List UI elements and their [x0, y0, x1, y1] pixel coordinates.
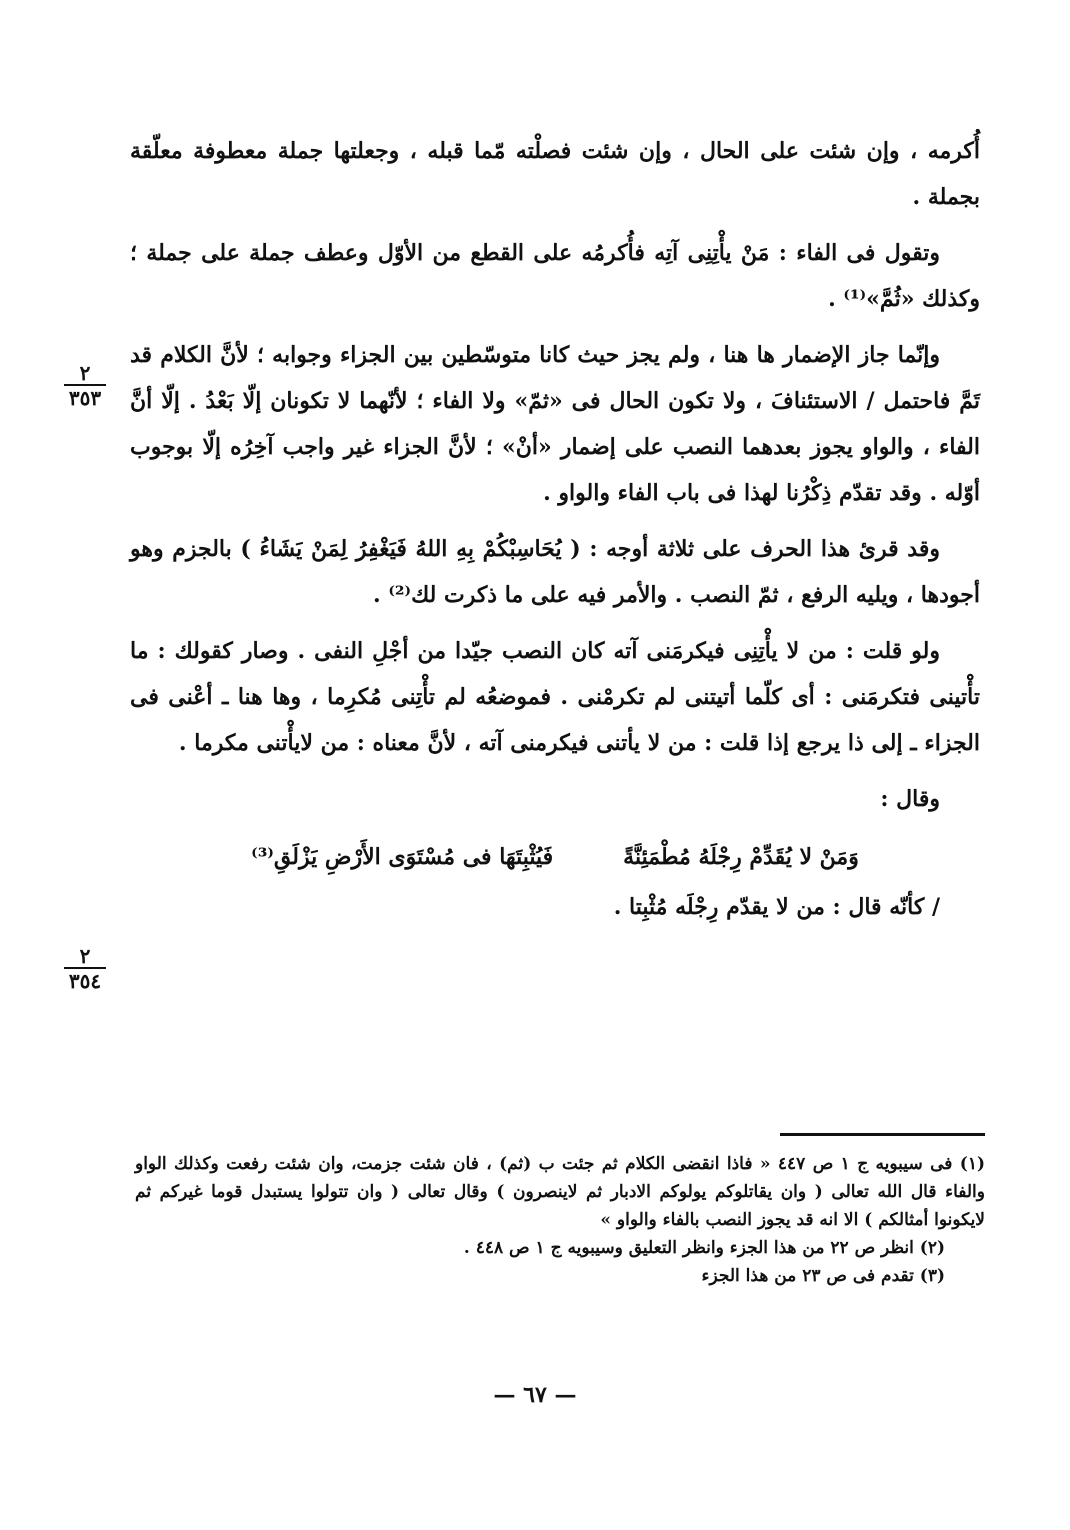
paragraph-5: ولو قلت : من لا يأْتِنِى فيكرمَنى آته كان النصب جيّدا من أجْلِ النفى . وصار كقولك : ما تأْتينى فتكرمَنى : أى كلّما أتيتنى لم تكرمْنى . فموضعُه لم تأْتِنى مُكرِما ، وها هنا ـ أعْنى فى الجزاء ـ إلى ذا يرجع إذا قلت : من لا يأتنى فيكرمنى آته ، لأنَّ معناه : من لايأْتنى مكرما .	[130, 638, 980, 756]
main-text	[130, 128, 980, 930]
verse-intro: وقال :	[880, 786, 940, 812]
paragraph-2: وتقول فى الفاء : مَنْ يأْتِنِى آتِه فأُكرمُه على القطع من الأوّل وعطف جملة على جملة ؛ وكذلك «ثُمَّ»⁽¹⁾ .	[130, 240, 980, 312]
footnote-1: (١) فى سيبويه ج ١ ص ٤٤٧ « فاذا انقضى الكلام ثم جئت ب (ثم) ، فان شئت جزمت، وان شئت رفعت وكذلك الواو والفاء قال الله تعالى ( وان يقاتلوكم يولوكم الادبار ثم لاينصرون ) وقال تعالى ( وان تتولوا يستبدل قوما غيركم ثم لايكونوا أمثالكم ) الا انه قد يجوز النصب بالفاء والواو »	[135, 1154, 985, 1230]
verse-hemistich-1: وَمَنْ لا يُقَدِّمْ رِجْلَهُ مُطْمَئِنَّةً	[623, 844, 859, 870]
footnotes	[135, 1150, 985, 1290]
verse-hemistich-2: فَيُثْبِتَهَا فى مُسْتَوَى الأَرْضِ يَزْلَقِ⁽³⁾	[251, 844, 554, 870]
poetry-verse	[130, 834, 980, 880]
margin-ref-volume: ٢	[64, 362, 106, 386]
footnote-3: (٣) تقدم فى ص ٢٣ من هذا الجزء	[701, 1266, 945, 1286]
footnote-2: (٢) انظر ص ٢٢ من هذا الجزء وانظر التعليق وسيبويه ج ١ ص ٤٤٨ .	[463, 1238, 945, 1258]
margin-reference-353	[50, 362, 120, 410]
margin-reference-354	[50, 945, 120, 993]
margin-ref-volume: ٢	[64, 945, 106, 969]
paragraph-1: أُكرمه ، وإن شئت على الحال ، وإن شئت فصلْته مّما قبله ، وجعلتها جملة معطوفة معلّقة بجملة .	[130, 138, 980, 210]
verse-explanation: / كأنّه قال : من لا يقدّم رِجْلَه مُثْبِتا .	[613, 894, 940, 920]
margin-ref-page: ٣٥٣	[68, 386, 102, 410]
margin-ref-page: ٣٥٤	[68, 969, 102, 993]
page-number: — ٦٧ —	[493, 1382, 577, 1408]
footnote-divider	[780, 1133, 985, 1136]
paragraph-3: وإنّما جاز الإضمار ها هنا ، ولم يجز حيث كانا متوسّطين بين الجزاء وجوابه ؛ لأنَّ الكلام قد تَمَّ فاحتمل / الاستئنافَ ، ولا تكون الحال فى «ثمّ» ولا الفاء ؛ لأنّهما لا تكونان إلّا بَعْدُ . إلّا أنَّ الفاء ، والواو يجوز بعدهما النصب على إضمار «أنْ» ؛ لأنَّ الجزاء غير واجب آخِرُه إلّا بوجوب أوّله . وقد تقدّم ذِكْرُنا لهذا فى باب الفاء والواو .	[130, 342, 980, 506]
paragraph-4: وقد قرئ هذا الحرف على ثلاثة أوجه : ( يُحَاسِبْكُمْ بِهِ اللهُ فَيَغْفِرُ لِمَنْ يَشَاءُ ) بالجزم وهو أجودها ، ويليه الرفع ، ثمّ النصب . والأمر فيه على ما ذكرت لك⁽²⁾ .	[130, 536, 980, 608]
